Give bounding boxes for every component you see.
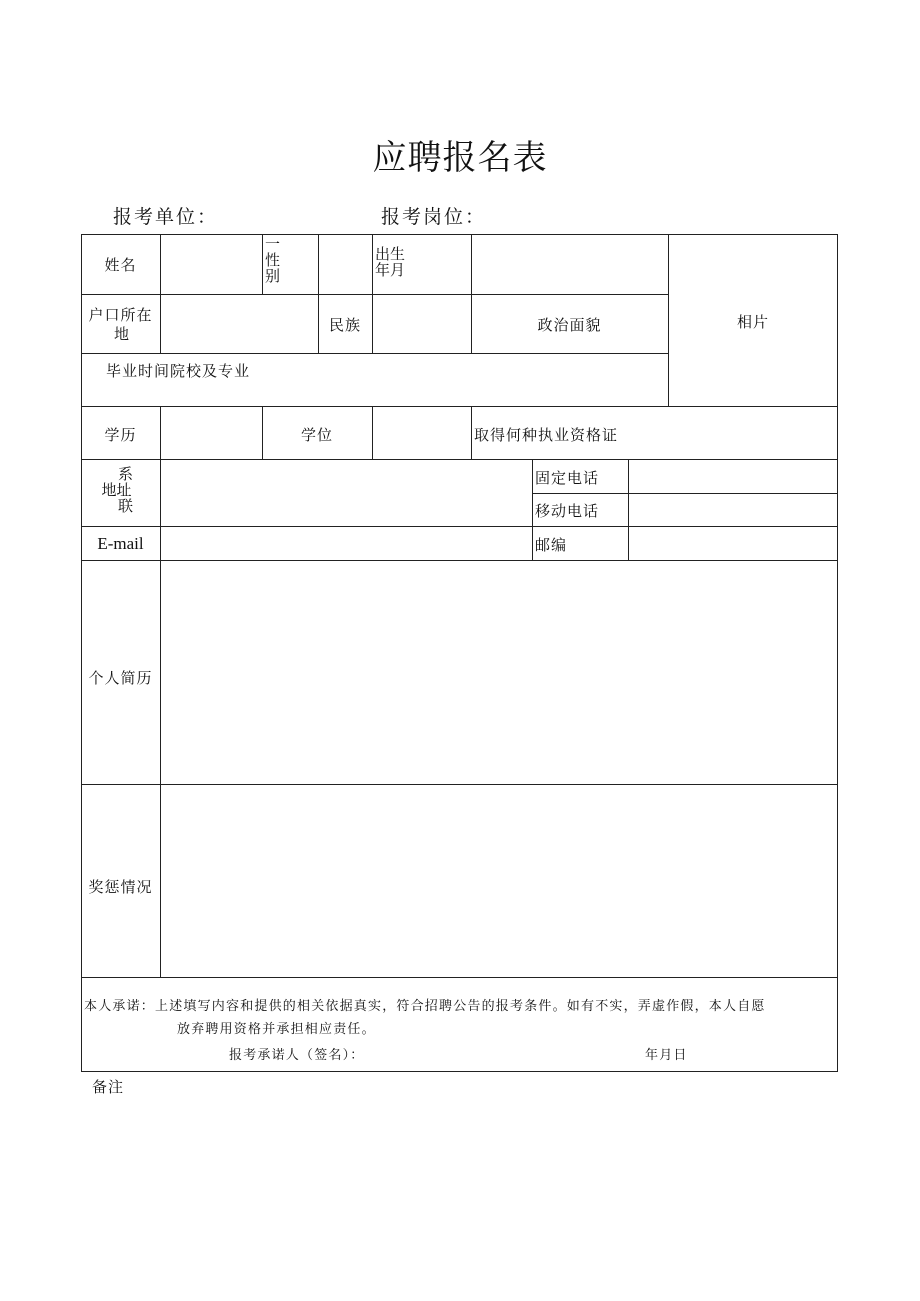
pledge-line-2: 放弃聘用资格并承担相应责任。 — [177, 1022, 376, 1037]
hukou-label-line-2: 地 — [114, 325, 131, 343]
contact-char-2: 联 — [117, 497, 133, 515]
grid-line — [532, 493, 838, 494]
grid-line — [81, 294, 668, 295]
birth-line-2: 年月 — [375, 261, 406, 279]
birth-line-1: 出生 — [375, 245, 406, 263]
page-title: 应聘报名表 — [372, 138, 548, 178]
gender-prefix: 一 — [265, 235, 281, 253]
degree-label: 学位 — [300, 426, 333, 444]
grid-line — [471, 406, 472, 459]
contact-address-label — [81, 466, 160, 514]
grid-line — [81, 353, 668, 354]
grid-line — [81, 406, 838, 407]
pledge-signature-label: 报考承诺人（签名）： — [229, 1048, 365, 1063]
grid-line — [81, 526, 838, 527]
grid-line — [160, 234, 161, 353]
awards-label: 奖惩情况 — [88, 878, 153, 896]
contact-address: 地址 — [101, 481, 132, 499]
ethnicity-label: 民族 — [328, 316, 361, 334]
pledge-line-1: 本人承诺：上述填写内容和提供的相关依据真实，符合招聘公告的报考条件。如有不实，弄虚作假，本人自愿 — [84, 999, 766, 1014]
grid-line — [81, 784, 838, 785]
form-table — [81, 234, 838, 1072]
certificate-label: 取得何种执业资格证 — [474, 426, 619, 444]
education-label: 学历 — [104, 426, 137, 444]
gender-char-1: 性 — [265, 251, 281, 269]
grid-line — [532, 459, 533, 560]
apply-unit-label: 报考单位： — [113, 206, 219, 228]
apply-position-label: 报考岗位： — [381, 206, 487, 228]
grid-line — [81, 977, 838, 978]
gender-char-2: 别 — [265, 267, 281, 285]
photo-label: 相片 — [736, 313, 769, 331]
graduation-label: 毕业时间院校及专业 — [106, 362, 251, 380]
grid-line — [372, 234, 373, 353]
email-label: E-mail — [97, 534, 144, 553]
grid-line — [471, 234, 472, 353]
landline-label: 固定电话 — [535, 469, 600, 487]
pledge-date-label: 年月日 — [645, 1048, 688, 1063]
mobile-label: 移动电话 — [535, 502, 600, 520]
grid-line — [81, 459, 838, 460]
birth-label — [375, 246, 405, 278]
gender-label — [265, 236, 280, 284]
grid-line — [81, 560, 838, 561]
grid-line — [372, 406, 373, 459]
resume-label: 个人简历 — [88, 669, 153, 687]
political-status-label: 政治面貌 — [537, 316, 602, 334]
grid-line — [318, 234, 319, 353]
contact-char-1: 系 — [117, 465, 133, 483]
grid-line — [160, 406, 161, 977]
hukou-label-line-1: 户口所在 — [88, 306, 153, 324]
postcode-label: 邮编 — [535, 536, 568, 554]
grid-line — [628, 459, 629, 560]
grid-line — [262, 234, 263, 294]
remark-label: 备注 — [92, 1078, 125, 1096]
name-label: 姓名 — [104, 256, 137, 274]
